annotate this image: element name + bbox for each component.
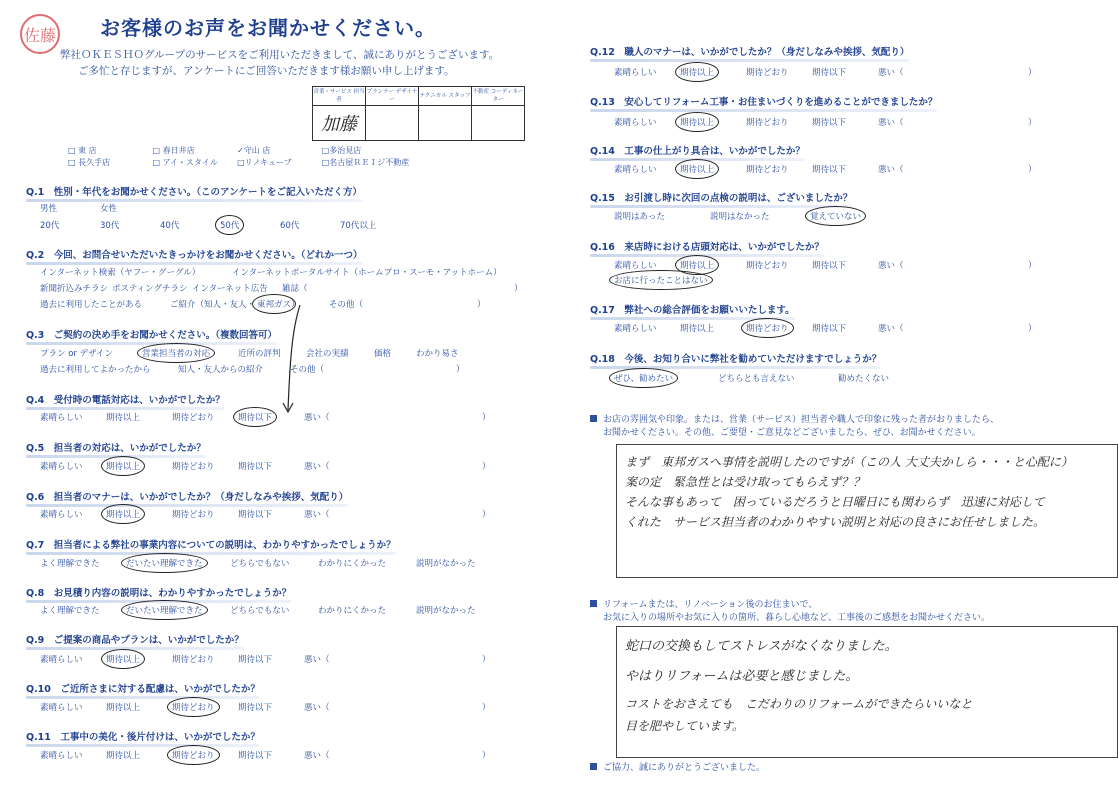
answer-option[interactable]: その他（: [290, 365, 325, 375]
answer-option[interactable]: ご紹介（知人・友人・: [170, 300, 256, 310]
answer-option[interactable]: インターネットポータルサイト（ホームプロ・スーモ・アットホーム）: [232, 268, 502, 278]
question-17: Q.17 弊社への総合評価をお願いいたします。: [590, 302, 795, 320]
answer-option-circled[interactable]: 期待どおり: [746, 324, 789, 334]
answer-option-circled[interactable]: 東邦ガス: [257, 300, 292, 310]
answer-option[interactable]: 期待どおり: [172, 655, 215, 665]
question-13: Q.13 安心してリフォーム工事・お住まいづくりを進めることができましたか？: [590, 94, 937, 112]
question-3: Q.3 ご契約の決め手をお聞かせください。（複数回答可）: [26, 327, 277, 345]
staff-header: プランナー デザイナー: [366, 87, 419, 106]
answer-option[interactable]: プラン or デザイン: [40, 349, 114, 359]
handwritten-line: 案の定 緊急性とは受け取ってもらえず？？: [625, 475, 866, 489]
paren-close: ）: [482, 510, 491, 520]
answer-option[interactable]: 悪い（: [304, 510, 330, 520]
answer-option[interactable]: わかりにくかった: [318, 559, 387, 569]
question-10: Q.10 ご近所さまに対する配慮は、いかがでしたか？: [26, 681, 260, 699]
answer-option[interactable]: その他（: [329, 300, 364, 310]
answer-option[interactable]: 70代以上: [340, 221, 377, 231]
answer-option[interactable]: わかり易さ: [416, 349, 459, 359]
answer-option[interactable]: よく理解できた: [40, 606, 100, 616]
question-4: Q.4 受付時の電話対応は、いかがでしたか？: [26, 392, 225, 410]
answer-option[interactable]: どちらでもない: [230, 606, 290, 616]
comments-box-2[interactable]: [616, 626, 1118, 758]
staff-header: 不動産 コーディネーター: [472, 87, 525, 106]
answer-row: [614, 259, 1037, 271]
answer-option[interactable]: 雑誌（: [282, 284, 308, 294]
answer-option-circled[interactable]: 期待どおり: [172, 751, 215, 761]
answer-option-circled[interactable]: 期待以上: [106, 510, 141, 520]
answer-option[interactable]: 悪い（: [304, 751, 330, 761]
answer-row: [614, 274, 708, 286]
handwritten-line: まず 東邦ガスへ事情を説明したのですが（この人 大丈夫かしら・・・と心配に）: [625, 455, 1073, 469]
answer-option-circled[interactable]: お店に行ったことはない: [614, 276, 708, 286]
paren-close: ）: [477, 300, 486, 310]
answer-option[interactable]: インターネット検索（ヤフー・グーグル）: [40, 268, 201, 278]
answer-option[interactable]: 期待以上: [106, 703, 141, 713]
answer-option[interactable]: 素晴らしい: [40, 703, 83, 713]
answer-option[interactable]: わかりにくかった: [318, 606, 387, 616]
store-option[interactable]: ✓守山 店: [237, 146, 271, 155]
answer-option-circled[interactable]: 期待以上: [106, 462, 141, 472]
answer-option[interactable]: 近所の評判: [238, 349, 281, 359]
answer-row: [614, 322, 1037, 334]
answer-option[interactable]: 素晴らしい: [40, 413, 83, 423]
answer-option[interactable]: 悪い（: [878, 68, 904, 78]
answer-option[interactable]: 悪い（: [304, 703, 330, 713]
paren-close: ）: [482, 751, 491, 761]
answer-option[interactable]: 過去に利用したことがある: [40, 300, 143, 310]
answer-option[interactable]: 期待以下: [238, 703, 273, 713]
answer-option[interactable]: よく理解できた: [40, 559, 100, 569]
store-option[interactable]: □名古屋ＲＥＩジ不動産: [321, 158, 410, 167]
answer-row: [614, 66, 1037, 78]
answer-option-circled[interactable]: 期待以上: [680, 261, 715, 271]
handwritten-line: 目を肥やしています。: [625, 719, 745, 733]
answer-option[interactable]: 女性: [100, 204, 118, 214]
answer-option[interactable]: 説明はなかった: [710, 212, 770, 222]
answer-option[interactable]: 期待以上: [106, 751, 141, 761]
answer-option[interactable]: 素晴らしい: [40, 462, 83, 472]
footer-text: ご協力、誠にありがとうございました。: [603, 763, 766, 773]
answer-option[interactable]: 悪い（: [304, 462, 330, 472]
store-option[interactable]: □ 東 店: [68, 146, 97, 155]
square-bullet-icon: [590, 415, 597, 422]
answer-option[interactable]: 期待どおり: [746, 165, 789, 175]
answer-option-circled[interactable]: ぜひ、勧めたい: [614, 374, 674, 384]
answer-option[interactable]: 素晴らしい: [614, 165, 657, 175]
answer-option[interactable]: 40代: [160, 221, 180, 231]
answer-option[interactable]: どちらとも言えない: [718, 374, 795, 384]
answer-option[interactable]: 期待以上: [680, 324, 715, 334]
answer-option[interactable]: 価格: [374, 349, 392, 359]
staff-header: 営業・サービス 担当者: [313, 87, 366, 106]
prompt-line: リフォームまたは、リノベーション後のお住まいで、: [603, 600, 818, 610]
answer-option-circled[interactable]: 期待どおり: [172, 703, 215, 713]
paren-close: ）: [291, 300, 300, 310]
answer-option[interactable]: 悪い（: [878, 165, 904, 175]
question-8: Q.8 お見積り内容の説明は、わかりやすかったでしょうか？: [26, 585, 291, 603]
intro-line-1: 弊社ＯＫＥＳＨＯグループのサービスをご利用いただきまして、誠にありがとうございます。: [60, 49, 500, 61]
answer-option-circled[interactable]: 覚えていない: [810, 212, 862, 222]
answer-option-circled[interactable]: だいたい理解できた: [126, 606, 203, 616]
answer-option[interactable]: インターネット広告: [192, 284, 268, 294]
answer-option[interactable]: 60代: [280, 221, 300, 231]
question-16: Q.16 来店時における店頭対応は、いかがでしたか？: [590, 239, 824, 257]
answer-option-circled[interactable]: だいたい理解できた: [126, 559, 203, 569]
question-15: Q.15 お引渡し時に次回の点検の説明は、ございましたか？: [590, 190, 852, 208]
paren-close: ）: [1028, 118, 1037, 128]
answer-option[interactable]: 素晴らしい: [40, 655, 83, 665]
answer-option-circled[interactable]: 50代: [220, 221, 240, 231]
handwritten-line: やはりリフォームは必要と感じました。: [625, 669, 859, 684]
answer-row: [614, 372, 889, 384]
answer-option[interactable]: 期待どおり: [746, 118, 789, 128]
answer-option[interactable]: 素晴らしい: [40, 510, 83, 520]
answer-option-circled[interactable]: 期待以上: [680, 118, 715, 128]
paren-close: ）: [482, 462, 491, 472]
answer-row: [614, 163, 1037, 175]
answer-option-circled[interactable]: 期待以上: [680, 165, 715, 175]
store-option[interactable]: □リノキューブ: [237, 158, 292, 167]
store-option[interactable]: □ 春日井店: [152, 146, 195, 155]
paren-close: ）: [1028, 68, 1037, 78]
answer-option[interactable]: 20代: [40, 221, 60, 231]
answer-option-circled[interactable]: 期待以上: [680, 68, 715, 78]
store-option[interactable]: □ アイ・スタイル: [152, 158, 218, 167]
answer-option[interactable]: 期待どおり: [746, 261, 789, 271]
comments-box-1[interactable]: [616, 444, 1118, 578]
question-14: Q.14 工事の仕上がり具合は、いかがでしたか？: [590, 143, 805, 161]
answer-option[interactable]: 悪い（: [304, 655, 330, 665]
answer-option-circled[interactable]: 営業担当者の対応: [142, 349, 211, 359]
question-1: Q.1 性別・年代をお聞かせください。（このアンケートをご記入いただく方）: [26, 184, 362, 202]
question-7: Q.7 担当者による弊社の事業内容についての説明は、わかりやすかったでしょうか？: [26, 537, 396, 555]
answer-row: [614, 210, 861, 222]
answer-option[interactable]: 素晴らしい: [614, 261, 657, 271]
intro-line-2: ご多忙と存じますが、アンケートにご回答いただきます様お願い申し上げます。: [78, 65, 455, 77]
paren-close: ）: [482, 655, 491, 665]
answer-option[interactable]: 素晴らしい: [614, 68, 657, 78]
handwritten-line: コストをおさえても こだわりのリフォームができたらいいなと: [625, 697, 973, 711]
answer-option[interactable]: 期待どおり: [746, 68, 789, 78]
store-option[interactable]: □ 長久手店: [68, 158, 111, 167]
answer-option-circled[interactable]: 期待以下: [238, 413, 273, 423]
prompt-line: お聞かせください。その他、ご要望・ご意見などございましたら、ぜひ、お聞かせください。: [603, 428, 981, 438]
right-column: [590, 0, 1118, 788]
paren-close: ）: [1028, 324, 1037, 334]
square-bullet-icon: [590, 763, 597, 770]
page-title: お客様のお声をお聞かせください。: [100, 16, 436, 40]
answer-option[interactable]: 期待以上: [106, 413, 141, 423]
footer: [590, 762, 765, 775]
answer-option[interactable]: 過去に利用してよかったから: [40, 365, 151, 375]
answer-option[interactable]: 期待どおり: [172, 462, 215, 472]
answer-option[interactable]: 説明がなかった: [416, 559, 476, 569]
answer-option[interactable]: 素晴らしい: [40, 751, 83, 761]
question-6: Q.6 担当者のマナーは、いかがでしたか？（身だしなみや挨拶、気配り）: [26, 489, 348, 507]
handwritten-line: くれた サービス担当者のわかりやすい説明と対応の良さにお任せしました。: [625, 515, 1046, 529]
store-option[interactable]: □多治見店: [321, 146, 362, 155]
answer-option[interactable]: 説明はあった: [614, 212, 665, 222]
paren-close: ）: [482, 703, 491, 713]
answer-option[interactable]: 会社の実績: [306, 349, 349, 359]
answer-option[interactable]: 期待以下: [238, 510, 273, 520]
answer-option[interactable]: 期待以下: [238, 462, 273, 472]
answer-option[interactable]: 期待以下: [812, 261, 847, 271]
comments-prompt-1: [590, 414, 999, 440]
answer-option[interactable]: 素晴らしい: [614, 118, 657, 128]
prompt-line: お気に入りの場所やお気に入りの箇所、暮らし心地など、工事後のご感想をお聞かせください。: [603, 613, 991, 623]
handwritten-line: そんな事もあって 困っているだろうと日曜日にも関わらず 迅速に対応して: [625, 495, 1045, 509]
answer-option[interactable]: 悪い（: [304, 413, 330, 423]
answer-option-circled[interactable]: 期待以上: [106, 655, 141, 665]
answer-option[interactable]: どちらでもない: [230, 559, 290, 569]
paren-close: ）: [514, 284, 523, 294]
answer-option[interactable]: 男性: [40, 204, 58, 214]
question-11: Q.11 工事中の美化・後片付けは、いかがでしたか？: [26, 729, 260, 747]
answer-option[interactable]: 悪い（: [878, 118, 904, 128]
answer-option[interactable]: 期待どおり: [172, 413, 215, 423]
question-18: Q.18 今後、お知り合いに弊社を勧めていただけますでしょうか？: [590, 351, 881, 369]
answer-option[interactable]: 勧めたくない: [838, 374, 890, 384]
question-2: Q.2 今回、お問合せいただいたきっかけをお聞かせください。（どれか一つ）: [26, 247, 363, 265]
seal-stamp: 佐藤: [20, 14, 60, 54]
question-12: Q.12 職人のマナーは、いかがでしたか？（身だしなみや挨拶、気配り）: [590, 44, 909, 62]
answer-option[interactable]: 期待以下: [812, 165, 847, 175]
answer-option[interactable]: 期待以下: [238, 655, 273, 665]
handwritten-line: 蛇口の交換もしてストレスがなくなりました。: [625, 639, 898, 654]
paren-close: ）: [456, 365, 465, 375]
prompt-line: お店の雰囲気や印象。または、営業（サービス）担当者や職人で印象に残った者がおりましたら、: [603, 415, 1000, 425]
answer-option[interactable]: 悪い（: [878, 324, 904, 334]
answer-option[interactable]: 新聞折込みチラシ: [40, 284, 109, 294]
answer-option[interactable]: 知人・友人からの紹介: [178, 365, 264, 375]
answer-option[interactable]: 期待以下: [812, 68, 847, 78]
paren-close: ）: [482, 413, 491, 423]
paren-close: ）: [1028, 261, 1037, 271]
question-9: Q.9 ご提案の商品やプランは、いかがでしたか？: [26, 632, 244, 650]
comments-prompt-2: [590, 599, 990, 625]
answer-option[interactable]: 説明がなかった: [416, 606, 476, 616]
answer-option[interactable]: 期待どおり: [172, 510, 215, 520]
answer-option[interactable]: ポスティングチラシ: [112, 284, 188, 294]
staff-header: テクニカル スタッフ: [419, 87, 472, 106]
answer-option[interactable]: 30代: [100, 221, 120, 231]
answer-option[interactable]: 期待以下: [238, 751, 273, 761]
question-5: Q.5 担当者の対応は、いかがでしたか？: [26, 440, 206, 458]
staff-handwritten-name[interactable]: 加藤: [313, 106, 366, 141]
answer-row: [614, 116, 1037, 128]
answer-option[interactable]: 期待以下: [812, 324, 847, 334]
answer-option[interactable]: 素晴らしい: [614, 324, 657, 334]
answer-option[interactable]: 期待以下: [812, 118, 847, 128]
answer-option[interactable]: 悪い（: [878, 261, 904, 271]
square-bullet-icon: [590, 600, 597, 607]
paren-close: ）: [1028, 165, 1037, 175]
